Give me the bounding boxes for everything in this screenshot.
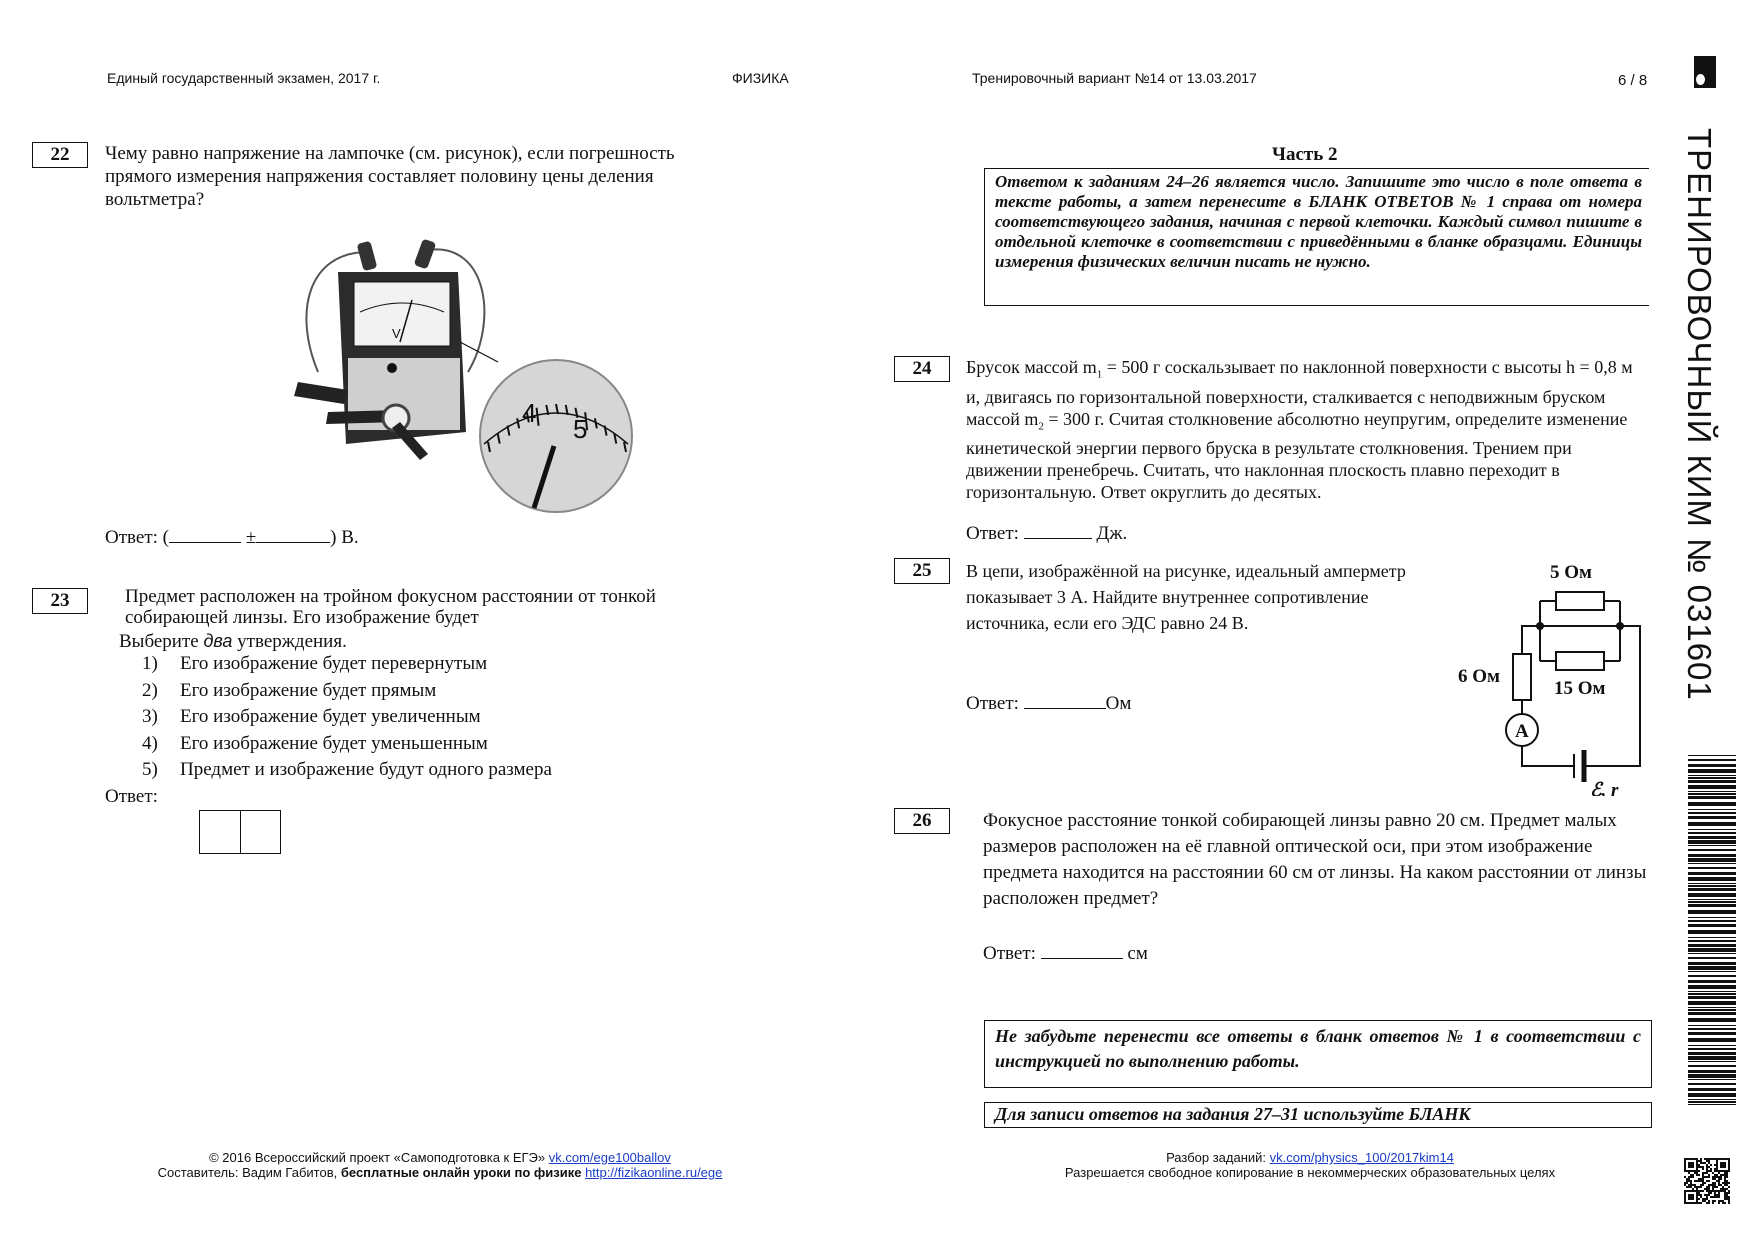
reminder-text: Не забудьте перенести все ответы в бланк ответов № 1 в соответствии с инструкцией по выполнению работы.	[995, 1026, 1641, 1071]
barcode	[1688, 755, 1736, 1105]
source-label: ℰ, r	[1590, 780, 1619, 796]
option-text: Его изображение будет прямым	[180, 679, 437, 701]
footer-lessons-link[interactable]: http://fizikaonline.ru/ege	[585, 1165, 723, 1180]
answer-unit: Дж.	[1096, 523, 1128, 544]
blank-note-text: Для записи ответов на задания 27–31 используйте БЛАНК	[995, 1104, 1471, 1124]
option-text: Предмет и изображение будут одного размера	[180, 759, 552, 780]
q24-text-part2: = 500 г соскальзывает по наклонной поверхности с высоты h = 0,8 м и, двигаясь по горизонтальной поверхности, сталкивается с неподвижным бруском массой m	[966, 357, 1633, 429]
footer-project-link[interactable]: vk.com/ege100ballov	[548, 1150, 671, 1165]
question-23-choose	[119, 630, 347, 653]
option-number: 2)	[142, 679, 158, 701]
answer-unit: Ом	[1105, 693, 1132, 714]
answer-22-value-field[interactable]	[169, 524, 241, 543]
answer-unit: см	[1127, 943, 1148, 964]
option-number: 3)	[142, 706, 158, 727]
option-text: Его изображение будет увеличенным	[180, 706, 481, 727]
footer-left	[100, 1150, 780, 1180]
answer-label: Ответ:	[966, 523, 1019, 544]
option-text: Его изображение будет перевернутым	[180, 653, 488, 674]
question-number-26: 26	[894, 808, 950, 834]
question-number-25: 25	[894, 558, 950, 584]
scale-label-5: 5	[573, 414, 588, 444]
page-number: 6 / 8	[1618, 72, 1648, 89]
footer-analysis-link[interactable]: vk.com/physics_100/2017kim14	[1269, 1150, 1454, 1165]
question-23-answer-boxes	[199, 810, 281, 854]
answer-label: Ответ:	[983, 943, 1036, 964]
question-22-answer	[105, 524, 359, 549]
q24-subscript-2: 2	[1038, 420, 1044, 433]
corner-marker	[1694, 56, 1716, 88]
option-item[interactable]	[142, 652, 552, 679]
answer-25-field[interactable]	[1024, 690, 1106, 709]
answer-prefix: Ответ: (	[105, 527, 169, 548]
part-2-instruction: Ответом к заданиям 24–26 является число. Запишите это число в поле ответа в тексте работы, а затем перенесите в БЛАНК ОТВЕТОВ № 1 справа от номера соответствующего задания, начиная с первой клеточки. Каждый символ пишите в отдельной клеточке в соответствии с приведёнными в бланке образцами. Единицы измерения физических величин писать не нужно.	[995, 172, 1642, 271]
answer-cell-2[interactable]	[241, 811, 281, 853]
question-number-24: 24	[894, 356, 950, 382]
q24-subscript-1: 1	[1096, 368, 1103, 381]
question-26-text: Фокусное расстояние тонкой собирающей линзы равно 20 см. Предмет малых размеров расположен на её главной оптической оси, при этом изображение предмета находится на расстоянии 60 см от линзы. На каком расстоянии от линзы расположен предмет?	[983, 810, 1647, 909]
answer-24-field[interactable]	[1024, 520, 1092, 539]
part-2-title: Часть 2	[1272, 144, 1338, 165]
question-number-22: 22	[32, 142, 88, 168]
resistor-5-label: 5 Ом	[1550, 562, 1592, 583]
answer-26-field[interactable]	[1041, 940, 1123, 959]
footer-left-line2	[100, 1165, 780, 1180]
footer-project-text: © 2016 Всероссийский проект «Самоподготовка к ЕГЭ»	[209, 1150, 549, 1165]
reminder-box	[984, 1020, 1652, 1088]
question-25-answer	[966, 690, 1131, 715]
footer-analysis-text: Разбор заданий:	[1166, 1150, 1270, 1165]
footer-right	[990, 1150, 1630, 1180]
option-number: 5)	[142, 759, 158, 780]
footer-copyright: Разрешается свободное копирование в некоммерческих образовательных целях	[1064, 1165, 1556, 1180]
voltmeter-figure	[288, 232, 638, 522]
answer-pm-sign: ±	[245, 527, 257, 548]
question-25-text: В цепи, изображённой на рисунке, идеальный амперметр показывает 3 А. Найдите внутреннее сопротивление источника, если его ЭДС равно 24 В.	[966, 561, 1406, 633]
header-exam-title: Единый государственный экзамен, 2017 г.	[107, 70, 381, 86]
header-variant: Тренировочный вариант №14 от 13.03.2017	[972, 70, 1257, 86]
option-number: 4)	[142, 732, 158, 754]
question-24-answer	[966, 520, 1127, 545]
answer-suffix: ) В.	[330, 527, 359, 548]
question-23-answer-label: Ответ:	[105, 786, 158, 807]
option-text: Его изображение будет уменьшенным	[180, 732, 488, 754]
question-23-options	[142, 652, 552, 785]
answer-22-error-field[interactable]	[256, 524, 330, 543]
footer-left-line1	[100, 1150, 780, 1165]
q24-text-part3: = 300 г. Считая столкновение абсолютно неупругим, определите изменение кинетической энергии первого бруска в результате столкновения. Трением при движении пренебречь. Считать, что наклонная плоскость плавно переходит в горизонтальную. Ответ округлить до десятых.	[966, 408, 1628, 503]
voltmeter-unit-label: V	[392, 326, 401, 341]
footer-author-text: Составитель: Вадим Габитов,	[157, 1165, 341, 1180]
question-23-text: Предмет расположен на тройном фокусном расстоянии от тонкой собирающей линзы. Его изображение будет	[125, 586, 656, 628]
answer-cell-1[interactable]	[200, 811, 241, 853]
header-subject: ФИЗИКА	[732, 70, 789, 86]
resistor-6-label: 6 Ом	[1458, 666, 1500, 687]
question-number-23: 23	[32, 588, 88, 614]
footer-right-line1	[990, 1150, 1630, 1165]
choose-emphasis: два	[203, 631, 233, 651]
question-26-answer	[983, 940, 1148, 965]
choose-prefix: Выберите	[119, 631, 204, 652]
question-24-text	[966, 356, 1646, 503]
circuit-diagram	[1450, 556, 1650, 796]
blank-note-box	[984, 1102, 1652, 1128]
option-item[interactable]	[142, 758, 552, 785]
answer-label: Ответ:	[966, 693, 1019, 714]
q24-text-part1: Брусок массой m	[966, 357, 1097, 377]
option-number: 1)	[142, 653, 158, 674]
option-item[interactable]	[142, 705, 552, 732]
ammeter-label: A	[1515, 721, 1529, 742]
option-item[interactable]	[142, 679, 552, 706]
option-item[interactable]	[142, 732, 552, 759]
qr-code	[1684, 1158, 1730, 1204]
resistor-15-label: 15 Ом	[1554, 678, 1606, 699]
scale-label-4: 4	[522, 398, 537, 428]
question-22-text: Чему равно напряжение на лампочке (см. рисунок), если погрешность прямого измерения напряжения составляет половину цены деления вольтметра?	[105, 143, 675, 210]
choose-suffix: утверждения.	[232, 631, 347, 652]
part-2-instruction-box	[984, 168, 1649, 306]
side-title: ТРЕНИРОВОЧНЫЙ КИМ № 031601	[1681, 128, 1718, 701]
footer-lessons-text: бесплатные онлайн уроки по физике	[340, 1165, 582, 1180]
